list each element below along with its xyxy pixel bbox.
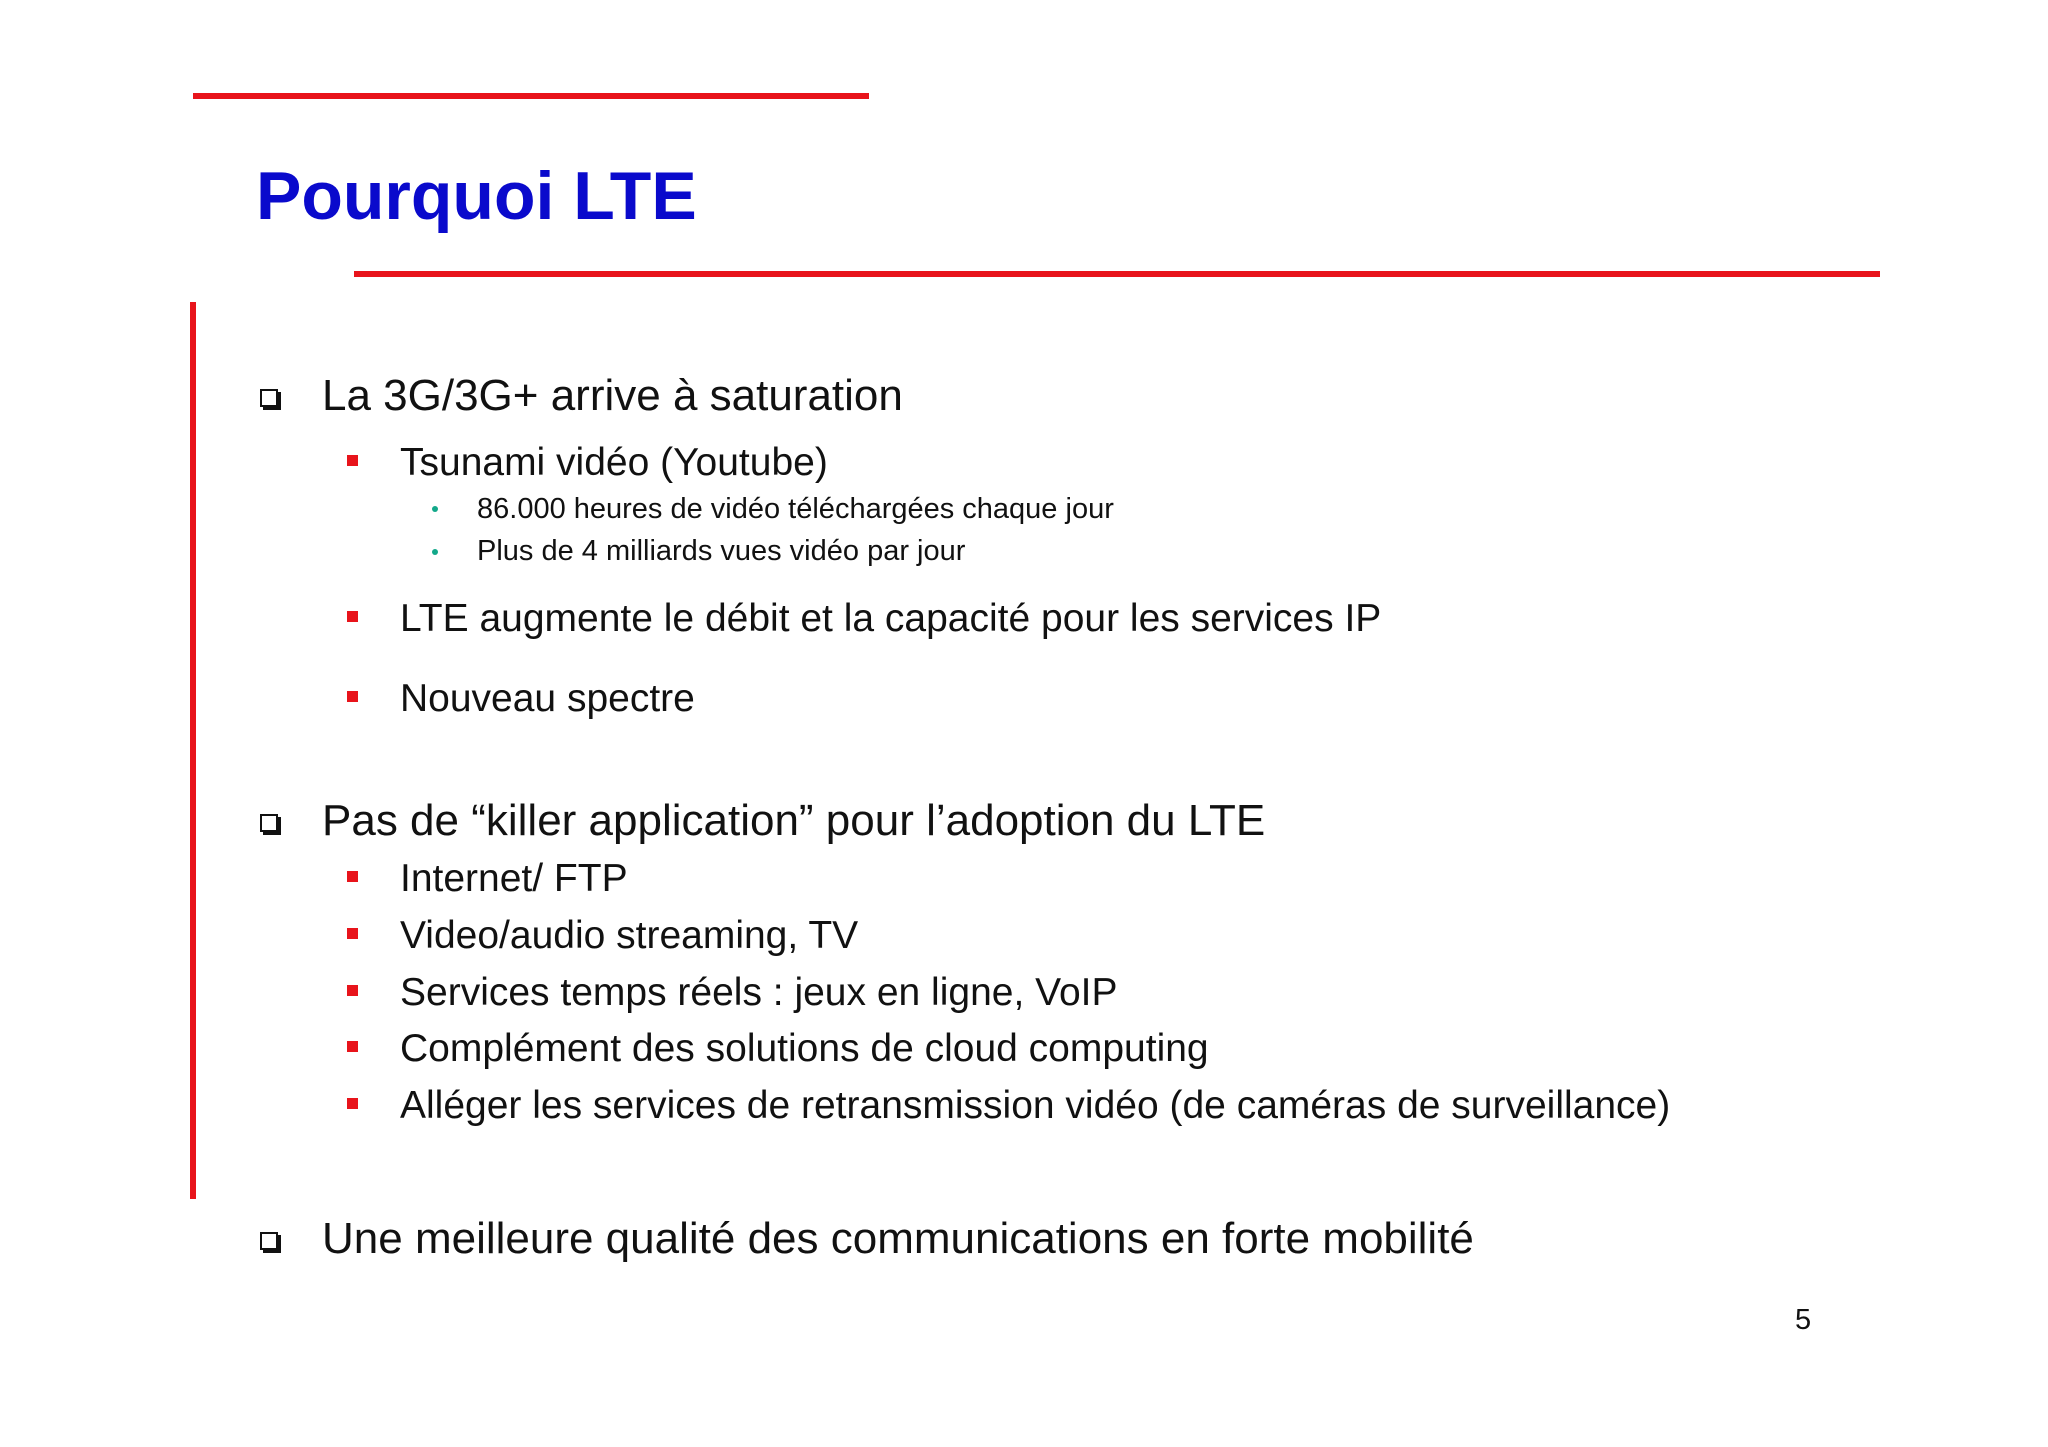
page-number: 5 <box>1795 1304 1812 1336</box>
bullet-hours-video: 86.000 heures de vidéo téléchargées chaque jour <box>477 493 1114 525</box>
bullet-section-3: Une meilleure qualité des communications en forte mobilité <box>322 1214 1474 1263</box>
square-bullet-icon <box>347 1098 358 1109</box>
checkbox-bullet-icon <box>260 1232 278 1250</box>
square-bullet-icon <box>347 611 358 622</box>
bullet-cloud-computing: Complément des solutions de cloud computing <box>400 1027 1209 1070</box>
bullet-section-1: La 3G/3G+ arrive à saturation <box>322 371 903 420</box>
bullet-realtime-services: Services temps réels : jeux en ligne, VoIP <box>400 971 1118 1014</box>
bullet-video-surveillance: Alléger les services de retransmission vidéo (de caméras de surveillance) <box>400 1084 1671 1127</box>
square-bullet-icon <box>347 455 358 466</box>
square-bullet-icon <box>347 691 358 702</box>
bullet-section-2: Pas de “killer application” pour l’adoption du LTE <box>322 796 1266 845</box>
dot-bullet-icon <box>432 549 438 555</box>
checkbox-bullet-icon <box>260 814 278 832</box>
top-accent-rule <box>193 93 869 99</box>
slide-title: Pourquoi LTE <box>256 158 697 234</box>
bullet-new-spectrum: Nouveau spectre <box>400 677 695 720</box>
title-underline-rule <box>354 271 1880 277</box>
square-bullet-icon <box>347 1041 358 1052</box>
bullet-streaming: Video/audio streaming, TV <box>400 914 859 957</box>
square-bullet-icon <box>347 985 358 996</box>
square-bullet-icon <box>347 871 358 882</box>
bullet-internet-ftp: Internet/ FTP <box>400 857 628 900</box>
checkbox-bullet-icon <box>260 389 278 407</box>
dot-bullet-icon <box>432 506 438 512</box>
bullet-tsunami-video: Tsunami vidéo (Youtube) <box>400 441 828 484</box>
bullet-lte-throughput: LTE augmente le débit et la capacité pour les services IP <box>400 597 1382 640</box>
left-accent-rule <box>190 302 196 1199</box>
square-bullet-icon <box>347 928 358 939</box>
bullet-billion-views: Plus de 4 milliards vues vidéo par jour <box>477 535 966 567</box>
